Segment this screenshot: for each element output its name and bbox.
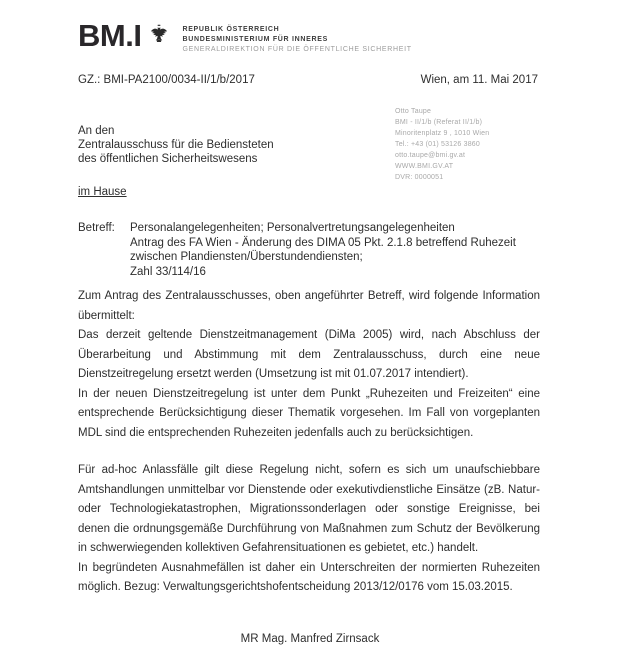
signature-name: MR Mag. Manfred Zirnsack [240,633,380,645]
addressee-line-2: Zentralausschuss für die Bediensteten [78,139,274,151]
subject-line-4: Zahl 33/114/16 [130,265,206,278]
letter-body [78,287,540,598]
subject-block [78,221,516,279]
reference-row [78,74,538,86]
addressee-line-1: An den [78,125,115,137]
subject-label: Betreff: [78,222,115,234]
contact-website: WWW.BMI.GV.AT [395,163,454,170]
contact-email: otto.taupe@bmi.gv.at [395,152,466,159]
ministry-line-2: BUNDESMINISTERIUM FÜR INNERES [182,36,328,43]
ministry-line-1: REPUBLIK ÖSTERREICH [182,26,280,33]
subject-line-1: Personalangelegenheiten; Personalvertretungsangelegenheiten [130,222,455,234]
subject-lines [130,221,516,279]
body-paragraph-5: In begründeten Ausnahmefällen ist daher ein Unterschreiten der normierten Ruhezeiten möglich. Bezug: Verwaltungsgerichtshofentscheidung 2013/12/0176 vom 15.03.2015. [78,561,540,593]
body-paragraph-2: Das derzeit geltende Dienstzeitmanagement (DiMa 2005) wird, nach Abschluss der Überarbeitung und Abstimmung mit dem Zentralausschuss, durch eine neue Dienstzeitregelung ersetzt werden (Umsetzung ist mit 01.07.2017 intendiert). [78,329,540,380]
ministry-line-3: GENERALDIREKTION FÜR DIE ÖFFENTLICHE SICHERHEIT [182,46,412,53]
ministry-name-block [182,25,411,55]
subject-line-2: Antrag des FA Wien - Änderung des DIMA 05 Pkt. 2.1.8 betreffend Ruhezeit [130,236,516,249]
file-number: GZ.: BMI-PA2100/0034-II/1/b/2017 [78,74,255,86]
body-paragraph-1: Zum Antrag des Zentralausschusses, oben angeführter Betreff, wird folgende Information übermittelt: [78,290,540,322]
body-paragraph-3: In der neuen Dienstzeitregelung ist unter dem Punkt „Ruhezeiten und Freizeiten“ eine entsprechende Berücksichtigung dieser Thematik vorgesehen. Im Fall von vorgeplanten MDL sind die entsprechenden Ruhezeiten jedenfalls auch zu berücksichtigen. [78,387,540,439]
bmi-logo: BM.I [78,18,142,53]
subject-line-3: zwischen Plandiensten/Überstundendiensten; [130,251,363,263]
contact-phone: Tel.: +43 (01) 53126 3860 [395,141,480,148]
delivery-note: im Hause [78,186,127,198]
austrian-eagle-icon [150,23,168,48]
body-paragraph-4: Für ad-hoc Anlassfälle gilt diese Regelung nicht, sofern es sich um unaufschiebbare Amtshandlungen unmittelbar vor Dienstende oder exekutivdienstliche Einsätze (zB. Natur- oder Technologiekatastrophen, Migrationssonderlagen oder sonstige Ereignisse, bei denen die ordnungsgemäße Durchführung von Maßnahmen zum Schutz der Bevölkerung in schwerwiegenden kollektiven Gefahrensituationen es gebietet, etc.) handelt. [78,464,540,554]
addressee-block [78,124,274,199]
letterhead [78,20,412,55]
contact-dvr: DVR: 0000051 [395,174,444,181]
addressee-line-3: des öffentlichen Sicherheitswesens [78,153,258,165]
contact-address: Minoritenplatz 9 , 1010 Wien [395,130,490,137]
contact-unit: BMI - II/1/b (Referat II/1/b) [395,119,483,126]
contact-name: Otto Taupe [395,108,432,115]
contact-block [395,106,489,183]
place-and-date: Wien, am 11. Mai 2017 [420,74,538,86]
